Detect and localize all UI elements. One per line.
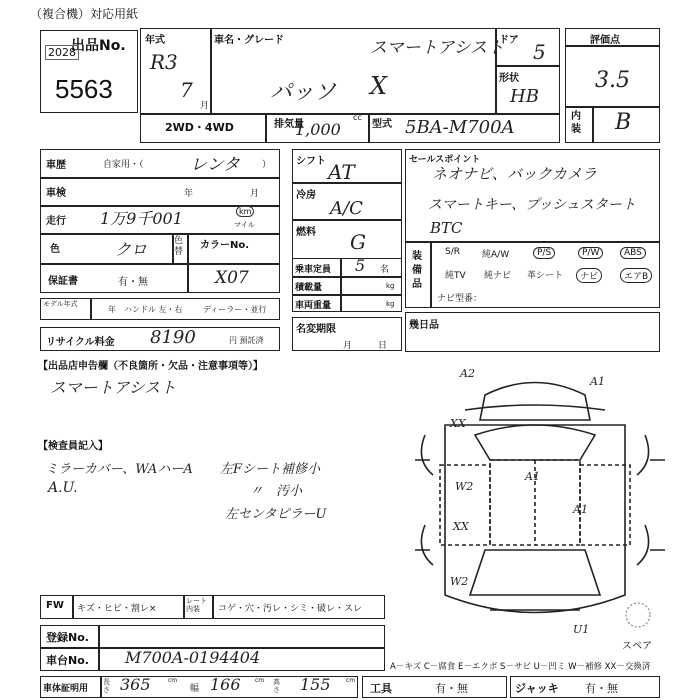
- lot-box: [40, 30, 138, 113]
- fw-label: FW: [46, 600, 64, 611]
- dims-label: 車体証明用: [43, 684, 89, 694]
- load-kg: kg: [386, 282, 395, 290]
- model-year-char: 年: [108, 305, 116, 314]
- inspector-left-2: A.U.: [48, 480, 78, 496]
- model-year-label: モデル年式: [43, 300, 78, 308]
- jack-label: ジャッキ: [515, 682, 559, 695]
- mark-w2-low: W2: [450, 575, 469, 588]
- equip-tv: 純TV: [445, 271, 466, 281]
- shift-value: AT: [328, 160, 355, 184]
- recycle-unit: 円 預託済: [229, 336, 264, 345]
- score-value: 3.5: [595, 68, 630, 93]
- capacity-label: 乗車定員: [295, 265, 332, 275]
- nav-model-label: ナビ型番：: [437, 294, 483, 304]
- displacement-value: 1,000: [295, 120, 341, 139]
- usage-options: 自家用・（: [103, 160, 144, 170]
- mark-u1: U1: [573, 623, 590, 636]
- usage-close: ）: [262, 160, 272, 170]
- capacity-value: 5: [355, 256, 366, 275]
- equip-airbag: エアB: [620, 268, 652, 283]
- width-label: 幅: [190, 684, 200, 694]
- color-no-value: X07: [215, 268, 249, 288]
- shape-value: HB: [510, 86, 539, 107]
- mile-label: マイル: [234, 221, 255, 229]
- shift-label: シフト: [296, 156, 326, 167]
- color-change-label: 色替: [174, 236, 184, 257]
- damage-legend: A－キズ C－腐食 E－エクボ S－サビ U－凹ミ W－補修 XX－交換済: [390, 662, 651, 672]
- chassis-value: M700A-0194404: [125, 648, 261, 667]
- mark-xx-tl: XX: [450, 417, 466, 430]
- reg-label: 登録No.: [46, 631, 89, 644]
- capacity-unit: 名: [380, 265, 390, 275]
- name-change-day: 日: [378, 341, 388, 351]
- inspector-right-2: 〃 汚小: [250, 484, 303, 499]
- sales-points-label: セールスポイント: [409, 155, 481, 165]
- equip-abs: ABS: [620, 247, 646, 259]
- weight-kg: kg: [386, 300, 395, 308]
- fuel-label: 燃料: [296, 227, 316, 238]
- sales-line-3: BTC: [430, 219, 463, 237]
- equip-leather: 革シート: [527, 271, 564, 281]
- equip-aw: 純A/W: [482, 250, 510, 260]
- equip-ps: P/S: [533, 247, 555, 259]
- km-label: km: [236, 206, 254, 217]
- car-damage-diagram: [405, 365, 675, 650]
- equipment-label: 装備品: [412, 251, 422, 290]
- mileage-label: 走行: [46, 216, 66, 227]
- cc-unit: cc: [353, 113, 362, 122]
- mark-a1-roof: A1: [525, 470, 540, 483]
- length-label: 長さ: [103, 678, 110, 694]
- shape-label: 形状: [499, 73, 519, 84]
- name-label: 車名・グレード: [214, 35, 284, 46]
- equip-navi-circled: ナビ: [576, 268, 602, 283]
- year-value: R3: [150, 50, 178, 74]
- equip-navi: 純ナビ: [484, 271, 512, 281]
- sales-line-1: ネオナビ、バックカメラ: [432, 165, 597, 183]
- load-label: 積載量: [295, 283, 323, 293]
- mark-a1-front: A1: [590, 375, 605, 388]
- inspection-month-unit: 月: [250, 189, 260, 199]
- interior-value: B: [615, 110, 632, 135]
- recycle-value: 8190: [150, 327, 196, 348]
- length-value: 365: [120, 675, 151, 694]
- mark-w2-left: W2: [455, 480, 474, 493]
- color-label: 色: [50, 244, 60, 255]
- car-name: パッソ: [270, 80, 337, 105]
- handle-label: ハンドル 左・右: [124, 305, 183, 314]
- transfer-box: [405, 312, 660, 352]
- tools-options: 有・無: [435, 682, 468, 695]
- color-value: クロ: [115, 240, 148, 259]
- width-cm: cm: [255, 677, 265, 684]
- fw-text-1: キズ・ヒビ・割レ×: [77, 604, 157, 614]
- model-label: 型式: [372, 119, 392, 130]
- height-label: 高さ: [273, 678, 280, 694]
- mark-xx-left: XX: [453, 520, 469, 533]
- lot-label: 出品No.: [71, 38, 126, 54]
- height-value: 155: [300, 675, 331, 694]
- fw-text-2: コゲ・穴・汚レ・シミ・破レ・スレ: [218, 604, 363, 614]
- warranty-options: 有・無: [118, 277, 148, 288]
- mileage-value: 1万9千001: [100, 209, 183, 228]
- inspector-label: 【検査員記入】: [38, 441, 108, 452]
- color-no-label: カラーNo.: [200, 240, 250, 251]
- mark-a1-right: A1: [573, 503, 588, 516]
- door-value: 5: [533, 40, 546, 64]
- month-value: 7: [180, 78, 193, 102]
- month-unit: 月: [200, 101, 210, 111]
- chassis-label: 車台No.: [46, 654, 89, 667]
- fw-rate-label: レート内装: [186, 597, 207, 613]
- recycle-label: リサイクル料金: [46, 337, 115, 348]
- lot-number: 5563: [55, 74, 113, 104]
- drive-label: 2WD・4WD: [165, 121, 234, 134]
- inspector-left-1: ミラーカバー、WAハーA: [45, 462, 193, 477]
- model-value: 5BA-M700A: [405, 117, 515, 138]
- lot-year-tag: 2028: [45, 45, 79, 60]
- weight-label: 車両重量: [295, 301, 332, 311]
- width-value: 166: [210, 675, 241, 694]
- form-title: （複合機）対応用紙: [30, 7, 139, 21]
- inspector-right-1: 左Fシート補修小: [220, 462, 321, 477]
- ac-label: 冷房: [296, 190, 316, 201]
- warranty-label: 保証書: [48, 276, 78, 287]
- inspection-year-unit: 年: [184, 189, 194, 199]
- height-cm: cm: [346, 677, 356, 684]
- notes-text: スマートアシスト: [50, 378, 177, 397]
- transfer-label: 幾日品: [409, 320, 439, 331]
- equip-pw: P/W: [578, 247, 603, 259]
- spare-label: スペア: [622, 641, 652, 652]
- equip-sr: S/R: [445, 247, 460, 257]
- sales-line-2: スマートキー、プッシュスタート: [428, 197, 636, 213]
- length-cm: cm: [168, 677, 178, 684]
- score-label: 評価点: [590, 35, 620, 46]
- jack-options: 有・無: [585, 682, 618, 695]
- ac-value: A/C: [330, 198, 363, 219]
- name-change-label: 名変期限: [296, 324, 336, 335]
- tools-label: 工具: [370, 682, 392, 695]
- usage-value: レンタ: [190, 155, 240, 175]
- grade-value: X: [370, 72, 388, 100]
- door-label: ドア: [499, 35, 519, 46]
- name-change-month: 月: [343, 341, 353, 351]
- fuel-value: G: [350, 230, 366, 254]
- notes-label: 【出品店申告欄（不良箇所・欠品・注意事項等）】: [38, 361, 263, 372]
- inspector-right-3: 左センタピラーU: [225, 507, 327, 522]
- grade-top: スマートアシスト: [370, 38, 504, 58]
- year-label: 年式: [145, 35, 165, 46]
- inspection-label: 車検: [46, 188, 66, 199]
- displacement-label: 排気量: [274, 119, 304, 130]
- dealer-label: ディーラー・並行: [203, 305, 267, 314]
- interior-label: 内装: [571, 111, 581, 135]
- mark-a2: A2: [460, 367, 475, 380]
- usage-label: 車歴: [46, 160, 66, 171]
